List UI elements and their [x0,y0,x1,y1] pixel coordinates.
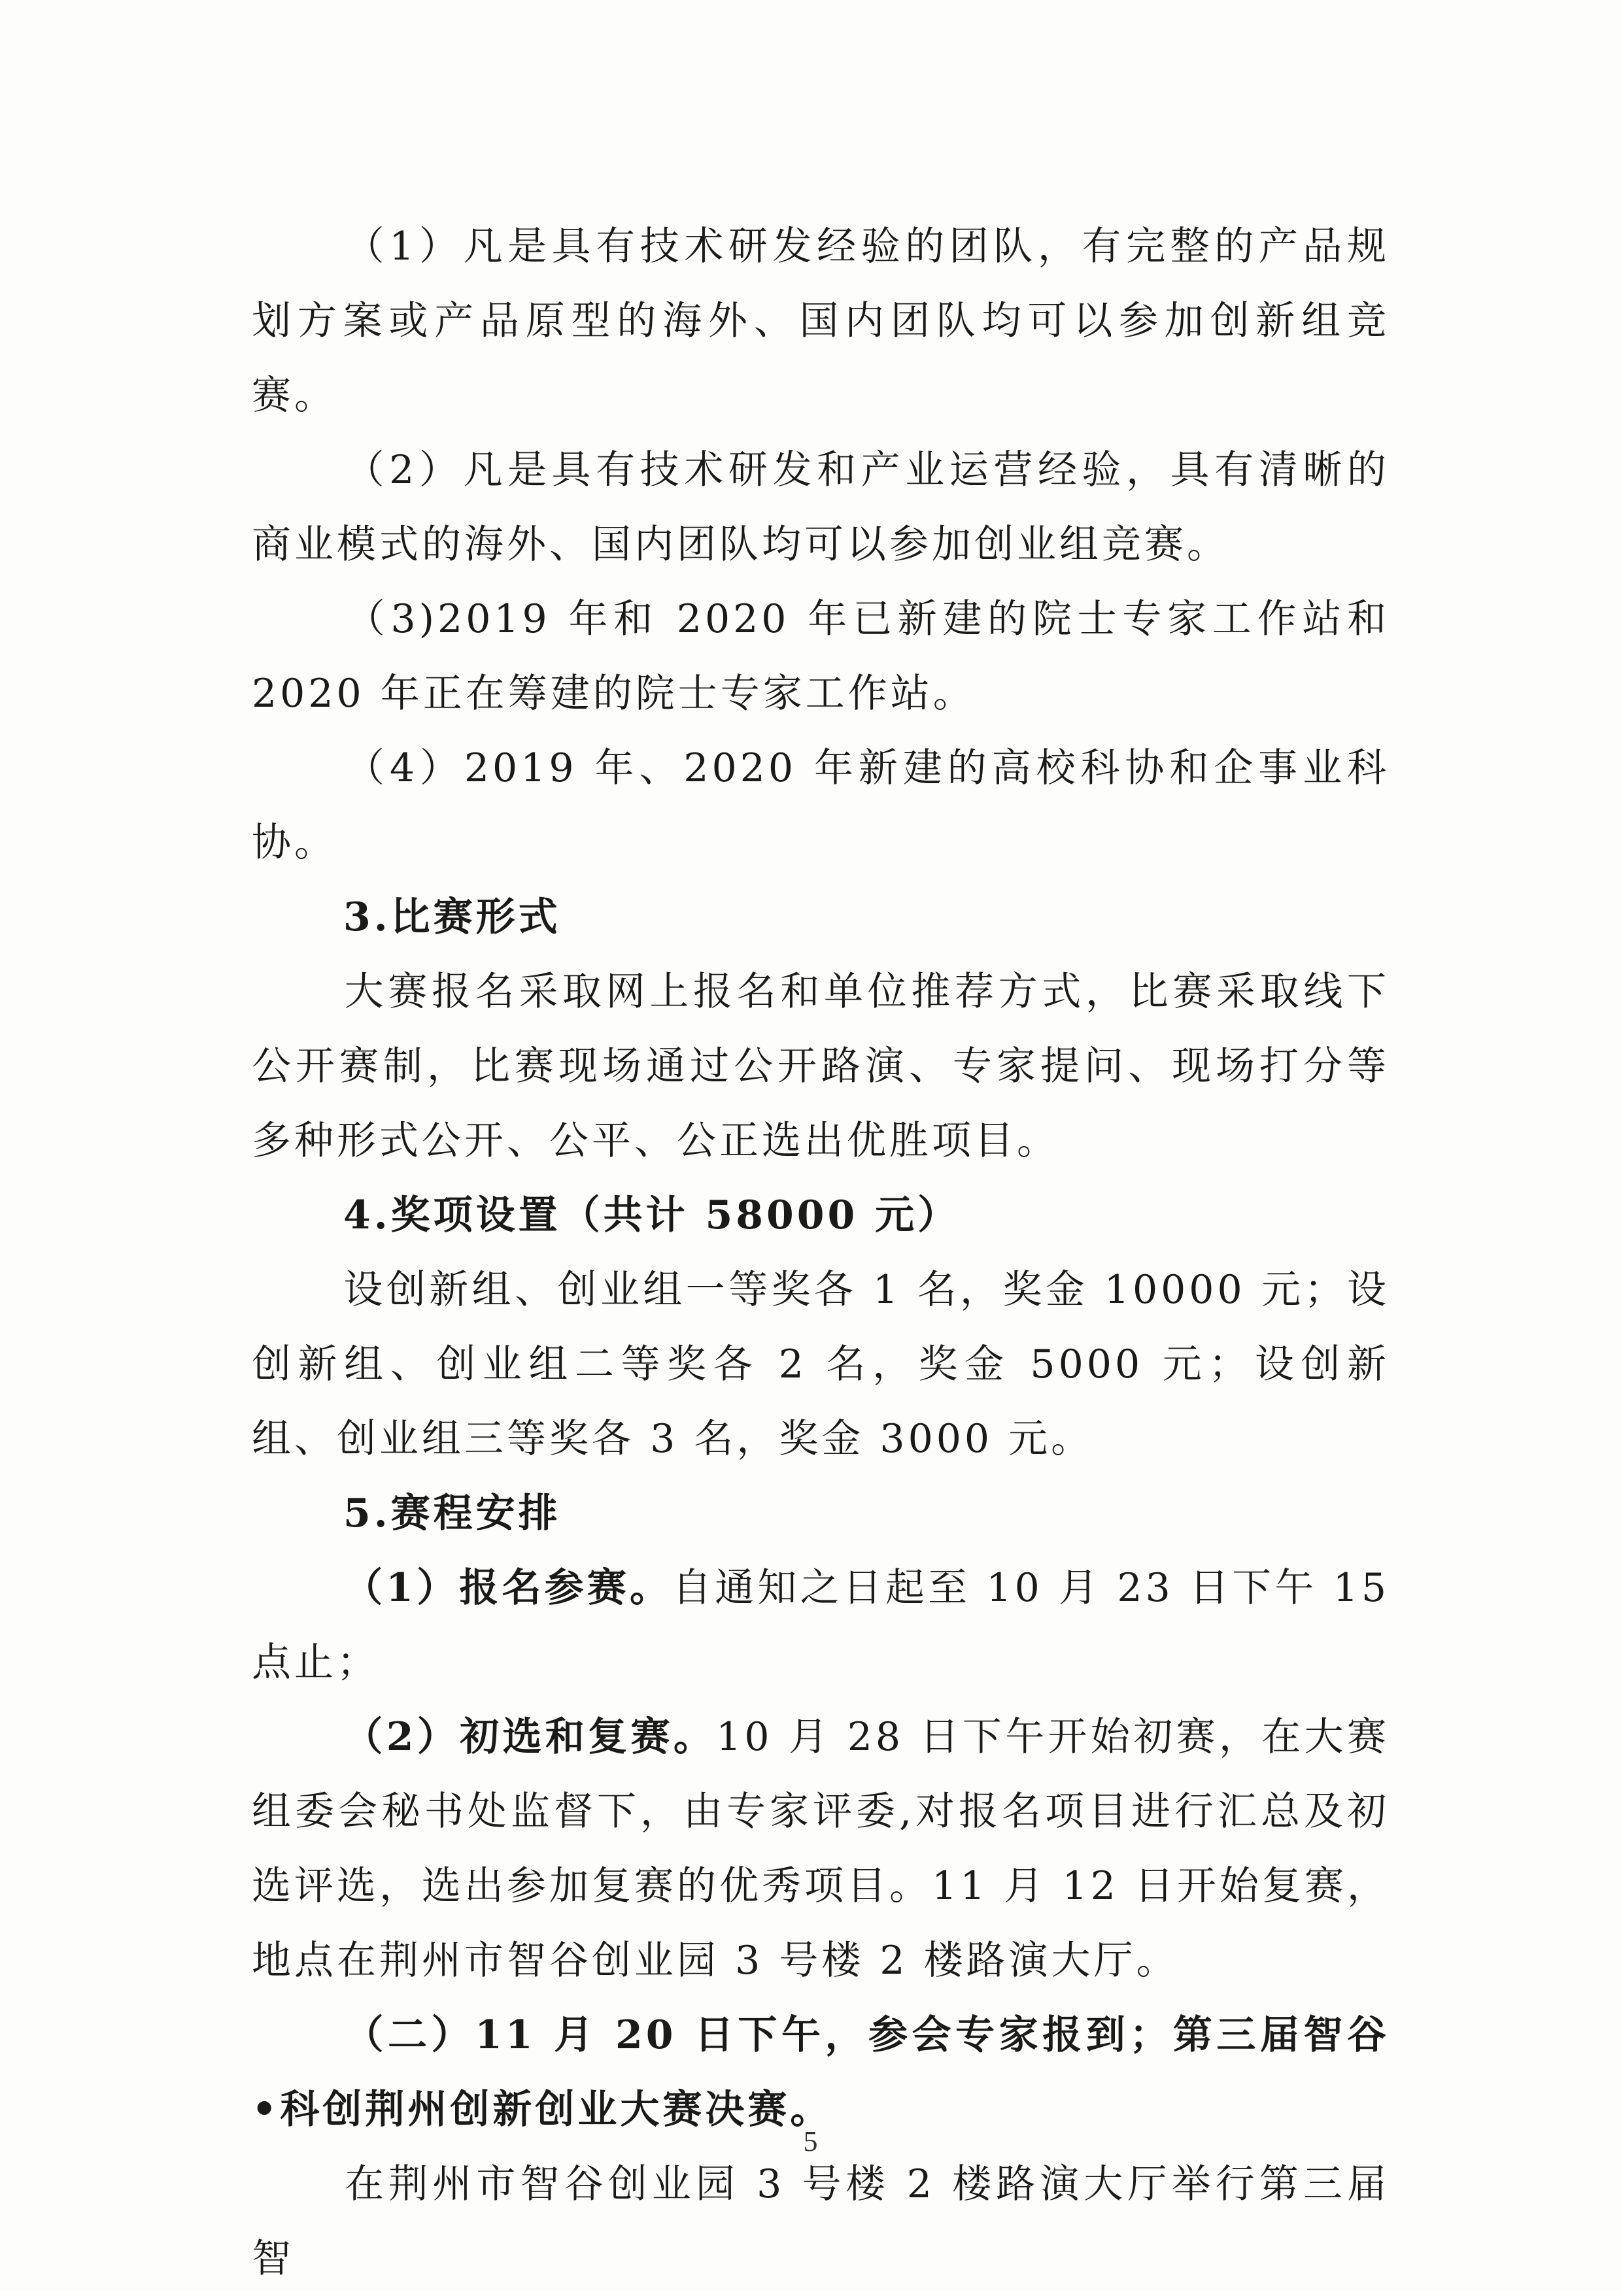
paragraph-criteria-association [252,731,1390,880]
paragraph-text: （3)2019 年和 2020 年已新建的院士专家工作站和 2020 年正在筹建的院士专家工作站。 [252,596,1390,717]
paragraph-text: （2）凡是具有技术研发和产业运营经验，具有清晰的商业模式的海外、国内团队均可以参加创业组竞赛。 [252,447,1390,567]
paragraph-awards [252,1253,1390,1476]
section-heading-schedule: 5.赛程安排 [343,1491,561,1536]
paragraph-preliminary [252,1700,1390,1998]
paragraph-text: （1）凡是具有技术研发经验的团队，有完整的产品规划方案或产品原型的海外、国内团队均可以参加创新组竞赛。 [252,224,1390,418]
paragraph-text: 在荆州市智谷创业园 3 号楼 2 楼路演大厅举行第三届智 [252,2161,1390,2282]
paragraph-text: 自通知之日起至 10 月 23 日下午 15 点止； [252,1565,1390,1685]
paragraph-lead: （2）初选和复赛。 [343,1714,717,1760]
paragraph-registration [252,1551,1390,1700]
paragraph-text: 大赛报名采取网上报名和单位推荐方式，比赛采取线下公开赛制，比赛现场通过公开路演、专家提问、现场打分等多种形式公开、公平、公正选出优胜项目。 [252,969,1390,1164]
section-heading-format: 3.比赛形式 [343,894,561,940]
page-number: 5 [803,2125,818,2157]
paragraph-text: （4）2019 年、2020 年新建的高校科协和企事业科协。 [252,745,1390,866]
paragraph-text: （二）11 月 20 日下午，参会专家报到；第三届智谷•科创荆州创新创业大赛决赛。 [252,2012,1390,2133]
paragraph-lead: （1）报名参赛。 [343,1565,673,1611]
paragraph-venue [252,2147,1390,2296]
document-body [252,209,1390,2296]
paragraph-criteria-innovation [252,209,1390,433]
paragraph-format [252,954,1390,1178]
paragraph-criteria-workstation [252,582,1390,731]
section-heading-awards: 4.奖项设置（共计 58000 元） [343,1192,961,1238]
paragraph-text: 设创新组、创业组一等奖各 1 名，奖金 10000 元；设创新组、创业组二等奖各 2 名，奖金 5000 元；设创新组、创业组三等奖各 3 名，奖金 3000 元。 [252,1267,1390,1462]
paragraph-criteria-startup [252,433,1390,582]
paragraph-text: 10 月 28 日下午开始初赛，在大赛组委会秘书处监督下，由专家评委,对报名项目进行汇总及初选评选，选出参加复赛的优秀项目。11 月 12 日开始复赛，地点在荆州市智谷创业园 3 号楼 2 楼路演大厅。 [252,1714,1390,1984]
